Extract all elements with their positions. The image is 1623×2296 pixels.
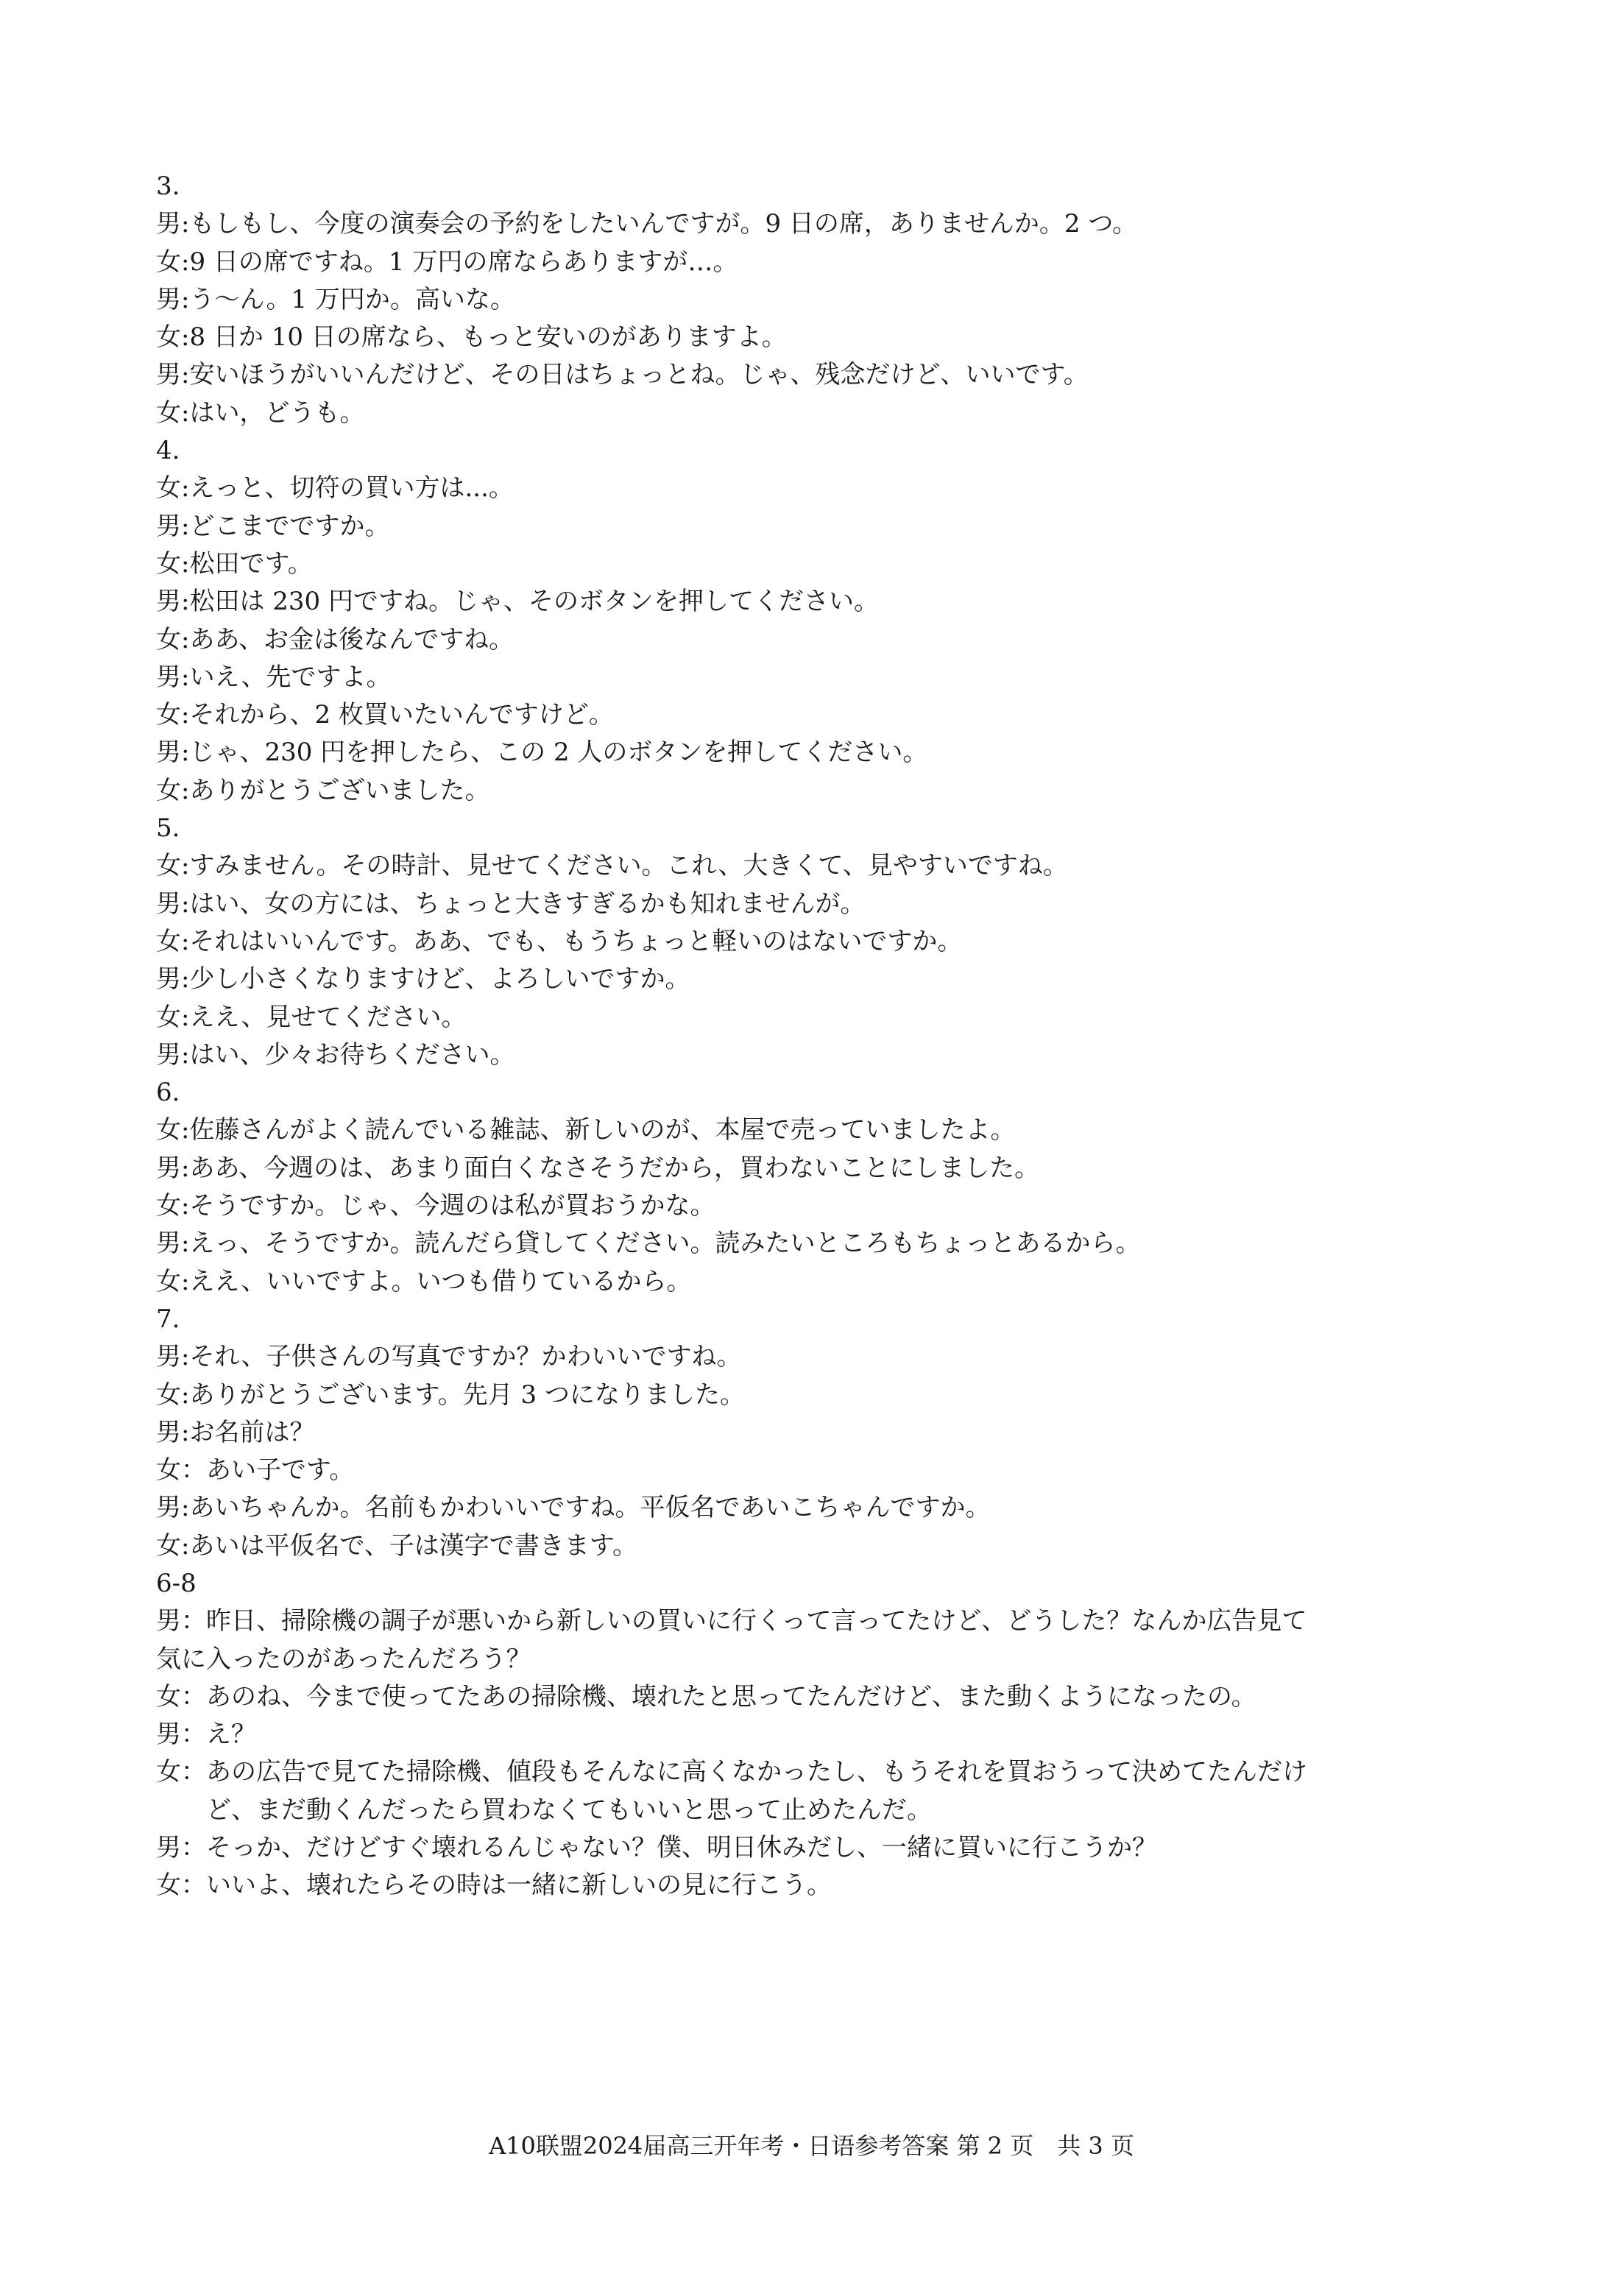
text-line: 女:ありがとうございます。先月 3 つになりました。 bbox=[156, 1380, 745, 1410]
text-line: 男:少し小さくなりますけど、よろしいですか。 bbox=[156, 964, 690, 995]
text-line: 男:松田は 230 円ですね。じゃ、そのボタンを押してください。 bbox=[156, 587, 879, 617]
text-line: 6-8 bbox=[156, 1568, 197, 1598]
text-line: 女:それはいいんです。ああ、でも、もうちょっと軽いのはないですか。 bbox=[156, 926, 963, 956]
text-line: 男:じゃ、230 円を押したら、この 2 人のボタンを押してください。 bbox=[156, 738, 928, 768]
text-line: 男:はい、女の方には、ちょっと大きすぎるかも知れませんが。 bbox=[156, 889, 866, 919]
text-line: 女:ああ、お金は後なんですね。 bbox=[156, 624, 515, 654]
text-line: 4. bbox=[156, 436, 180, 466]
text-line: 男:ああ、今週のは、あまり面白くなさそうだから，買わないことにしました。 bbox=[156, 1153, 1040, 1183]
page-footer: A10联盟2024届高三开年考・日语参考答案 第 2 页 共 3 页 bbox=[489, 2132, 1134, 2160]
text-line: 男:お名前は？ bbox=[156, 1417, 315, 1447]
text-line: 男：昨日、掃除機の調子が悪いから新しいの買いに行くって言ってたけど、どうした？なんか広告見て bbox=[156, 1606, 1307, 1636]
text-line: 男:もしもし、今度の演奏会の予約をしたいんですが。9 日の席，ありませんか。2 つ。 bbox=[156, 209, 1137, 239]
text-line: 女:そうですか。じゃ、今週のは私が買おうかな。 bbox=[156, 1191, 715, 1221]
text-line: 女:9 日の席ですね。1 万円の席ならありますが…。 bbox=[156, 247, 738, 277]
text-line: 男:う～ん。1 万円か。高いな。 bbox=[156, 284, 515, 314]
text-line: 女:松田です。 bbox=[156, 548, 313, 579]
text-line: 男:いえ、先ですよ。 bbox=[156, 662, 392, 692]
text-line: 気に入ったのがあったんだろう？ bbox=[156, 1644, 531, 1674]
text-line: 女:ええ、いいですよ。いつも借りているから。 bbox=[156, 1266, 692, 1296]
text-line: 男：そっか、だけどすぐ壊れるんじゃない？僕、明日休みだし、一緒に買いに行こうか？ bbox=[156, 1833, 1157, 1863]
text-line: 女：あの広告で見てた掃除機、値段もそんなに高くなかったし、もうそれを買おうって決めてたんだけ bbox=[156, 1757, 1307, 1787]
text-line: 女：あい子です。 bbox=[156, 1455, 355, 1486]
text-line: 5. bbox=[156, 813, 180, 844]
text-line: 女:えっと、切符の買い方は...。 bbox=[156, 473, 514, 504]
text-line: 3. bbox=[156, 172, 180, 201]
text-line: 女:はい，どうも。 bbox=[156, 398, 365, 428]
text-line: 女:すみません。その時計、見せてください。これ、大きくて、見やすいですね。 bbox=[156, 851, 1068, 881]
text-line: 男:安いほうがいいんだけど、その日はちょっとね。じゃ、残念だけど、いいです。 bbox=[156, 360, 1089, 390]
text-line: 男:あいちゃんか。名前もかわいいですね。平仮名であいこちゃんですか。 bbox=[156, 1493, 991, 1523]
text-line: 女:ありがとうございました。 bbox=[156, 775, 490, 805]
text-line: 7. bbox=[156, 1304, 180, 1334]
text-line: 6. bbox=[156, 1078, 180, 1108]
text-line: 男:どこまでですか。 bbox=[156, 511, 390, 541]
text-line: 男：え？ bbox=[156, 1720, 256, 1750]
text-line: 女:ええ、見せてください。 bbox=[156, 1002, 467, 1032]
text-line: 女:佐藤さんがよく読んでいる雑誌、新しいのが、本屋で売っていましたよ。 bbox=[156, 1115, 1016, 1145]
text-line: 男:えっ、そうですか。読んだら貸してください。読みたいところもちょっとあるから。 bbox=[156, 1229, 1141, 1259]
text-line: 女:それから、2 枚買いたいんですけど。 bbox=[156, 700, 614, 730]
text-line: 女:8 日か 10 日の席なら、もっと安いのがありますよ。 bbox=[156, 322, 787, 353]
document-body bbox=[156, 168, 1481, 1905]
text-line: ど、まだ動くんだったら買わなくてもいいと思って止めたんだ。 bbox=[206, 1795, 932, 1825]
text-line: 女:あいは平仮名で、子は漢字で書きます。 bbox=[156, 1530, 638, 1561]
text-line: 女：いいよ、壊れたらその時は一緒に新しいの見に行こう。 bbox=[156, 1871, 832, 1901]
text-line: 男:はい、少々お待ちください。 bbox=[156, 1039, 515, 1070]
text-line: 男:それ、子供さんの写真ですか？かわいいですね。 bbox=[156, 1342, 742, 1372]
text-line: 女：あのね、今まで使ってたあの掃除機、壊れたと思ってたんだけど、また動くようになったの。 bbox=[156, 1681, 1256, 1712]
